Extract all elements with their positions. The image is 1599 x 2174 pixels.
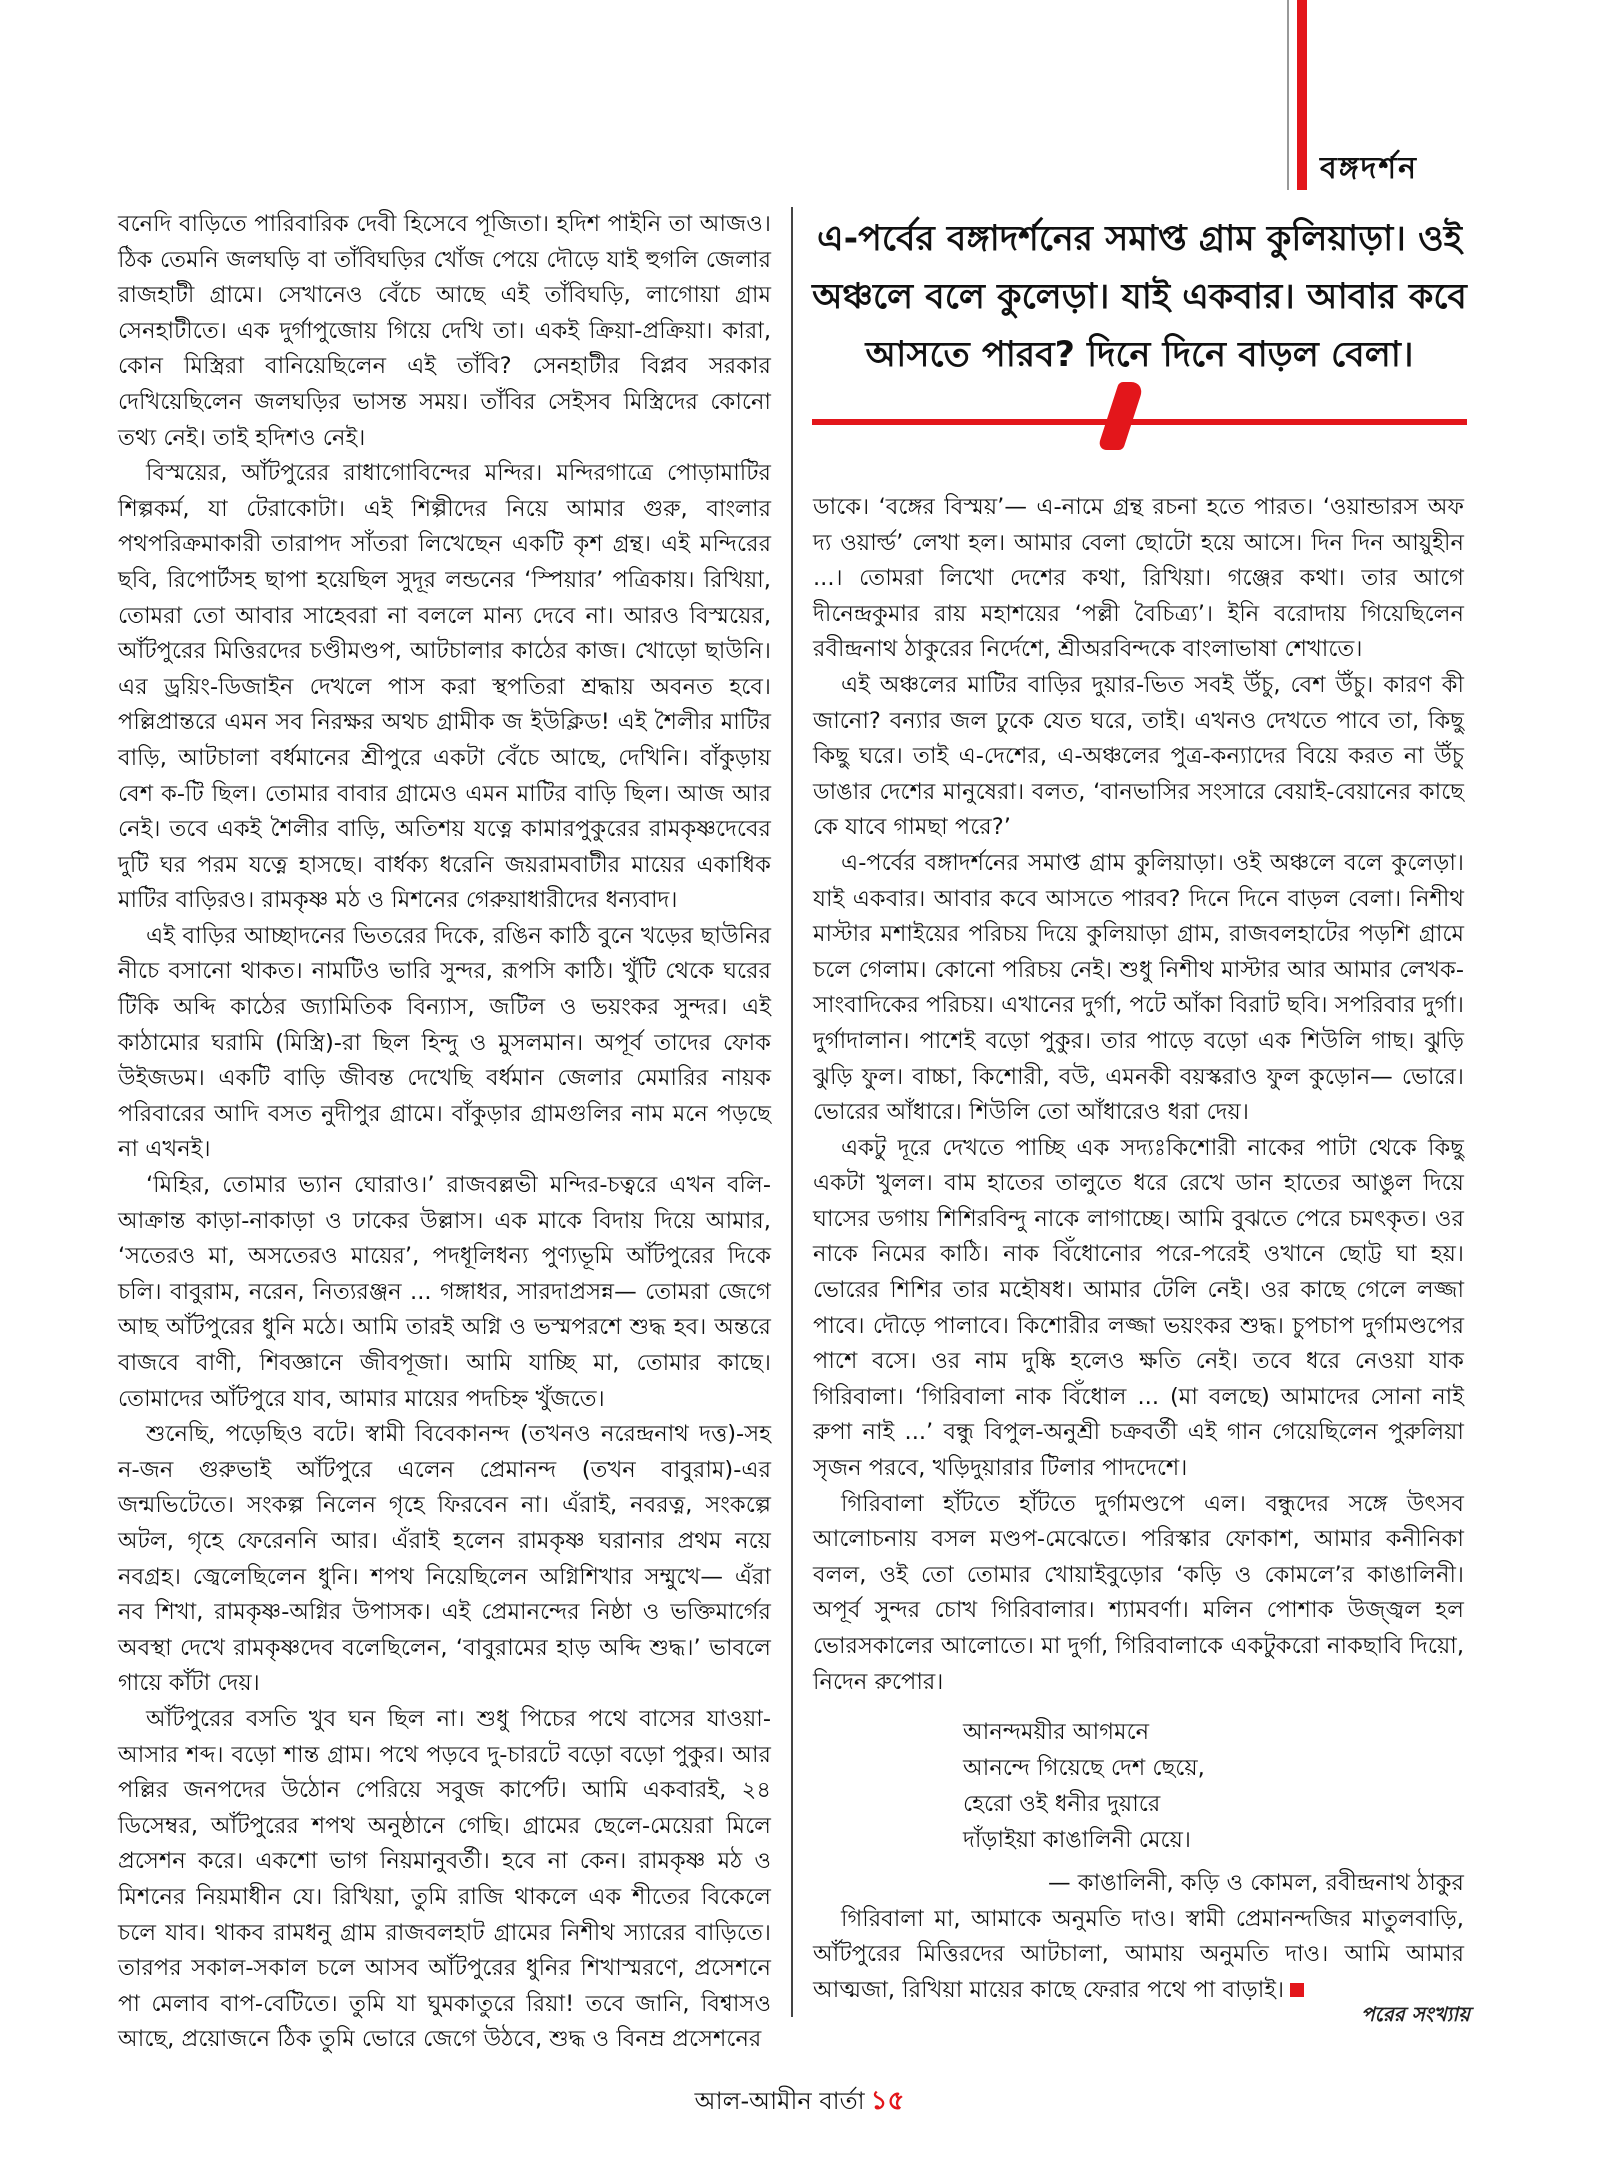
page-number: ১৫ xyxy=(870,2086,905,2116)
section-label: বঙ্গদর্শন xyxy=(1320,151,1419,186)
poem xyxy=(963,1714,1464,1858)
paragraph: আঁটপুরের বসতি খুব ঘন ছিল না। শুধু পিচের পথে বাসের যাওয়া-আসার শব্দ। বড়ো শান্ত গ্রাম। পথে পড়বে দু-চারটে বড়ো বড়ো পুকুর। আর পল্লির জনপদের উঠোন পেরিয়ে সবুজ কার্পেট। আমি একবারই, ২৪ ডিসেম্বর, আঁটপুরের শপথ অনুষ্ঠানে গেছি। গ্রামের ছেলে-মেয়েরা মিলে প্রসেশন করে। একশো ভাগ নিয়মানুবর্তী। হবে না কেন। রামকৃষ্ণ মঠ ও মিশনের নিয়মাধীন যে। রিখিয়া, তুমি রাজি থাকলে এক শীতের বিকেলে চলে যাব। থাকব রামধনু গ্রাম রাজবলহাট গ্রামের নিশীথ স্যারের বাড়িতে। তারপর সকাল-সকাল চলে আসব আঁটপুরের ধুনির শিখাস্মরণে, প্রসেশনে পা মেলাব বাপ-বেটিতে। তুমি যা ঘুমকাতুরে রিয়া! তবে জানি, বিশ্বাসও আছে, প্রয়োজনে ঠিক তুমি ভোরে জেগে উঠবে, শুদ্ধ ও বিনম্র প্রসেশনের xyxy=(118,1705,771,2053)
page-footer xyxy=(0,2080,1599,2124)
paragraph: গিরিবালা হাঁটতে হাঁটতে দুর্গামণ্ডপে এল। বন্ধুদের সঙ্গে উৎসব আলোচনায় বসল মণ্ডপ-মেঝেতে। পরিস্কার ফোকাশ, আমার কনীনিকা বলল, ওই তো তোমার খোয়াইবুড়োর ‘কড়ি ও কোমলে’র কাঙালিনী। অপূর্ব সুন্দর চোখ গিরিবালার। শ্যামবর্ণা। মলিন পোশাক উজ্জ্বল হল ভোরসকালের আলোতে। মা দুর্গা, গিরিবালাকে একটুকরো নাকছাবি দিয়ো, নিদেন রুপোর। xyxy=(813,1490,1464,1695)
quote-mark-icon xyxy=(1097,382,1145,450)
right-column xyxy=(813,490,1464,2009)
poem-line: দাঁড়াইয়া কাঙালিনী মেয়ে। xyxy=(963,1827,1191,1854)
paragraph: বিস্ময়ের, আঁটপুরের রাধাগোবিন্দের মন্দির। মন্দিরগাত্রে পোড়ামাটির শিল্পকর্ম, যা টেরাকোটা। এই শিল্পীদের নিয়ে আমার গুরু, বাংলার পথপরিক্রমাকারী তারাপদ সাঁতরা লিখেছেন একটি কৃশ গ্রন্থ। এই মন্দিরের ছবি, রিপোর্টসহ ছাপা হয়েছিল সুদূর লন্ডনের ‘স্পিয়ার’ পত্রিকায়। রিখিয়া, তোমরা তো আবার সাহেবরা না বললে মান্য দেবে না। আরও বিস্ময়ের, আঁটপুরের মিত্তিরদের চণ্ডীমণ্ডপ, আটচালার কাঠের কাজ। খোড়ো ছাউনি। এর ড্রয়িং-ডিজাইন দেখলে পাস করা স্থপতিরা শ্রদ্ধায় অবনত হবে। পল্লিপ্রান্তরে এমন সব নিরক্ষর অথচ গ্রামীক জ ইউক্লিড! এই শৈলীর মাটির বাড়ি, আটচালা বর্ধমানের শ্রীপুরে একটা বেঁচে আছে, দেখিনি। বাঁকুড়ায় বেশ ক-টি ছিল। তোমার বাবার গ্রামেও এমন মাটির বাড়ি ছিল। আজ আর নেই। তবে একই শৈলীর বাড়ি, অতিশয় যত্নে কামারপুকুরের রামকৃষ্ণদেবের দুটি ঘর পরম যত্নে হাসছে। বার্ধক্য ধরেনি জয়রামবাটীর মায়ের একাধিক মাটির বাড়িরও। রামকৃষ্ণ মঠ ও মিশনের গেরুয়াধারীদের ধন্যবাদ। xyxy=(118,460,771,914)
paragraph: একটু দূরে দেখতে পাচ্ছি এক সদ্যঃকিশোরী নাকের পাটা থেকে কিছু একটা খুলল। বাম হাতের তালুতে ধরে রেখে ডান হাতের আঙুল দিয়ে ঘাসের ডগায় শিশিরবিন্দু নাকে লাগাচ্ছে। আমি বুঝতে পেরে চমৎকৃত। ওর নাকে নিমের কাঠি। নাক বিঁধোনোর পরে-পরেই ওখানে ছোট্ট ঘা হয়। ভোরের শিশির তার মহৌষধ। আমার টেলি নেই। ওর কাছে গেলে লজ্জা পাবে। দৌড়ে পালাবে। কিশোরীর লজ্জা ভয়ংকর শুদ্ধ। চুপচাপ দুর্গামণ্ডপের পাশে বসে। ওর নাম দুষ্কি হলেও ক্ষতি নেই। তবে ধরে নেওয়া যাক গিরিবালা। ‘গিরিবালা নাক বিঁধোল ... (মা বলছে) আমাদের সোনা নাই রুপা নাই ...’ বন্ধু বিপুল-অনুশ্রী চক্রবর্তী এই গান গেয়েছিলেন পুরুলিয়া সৃজন পরবে, খড়িদুয়ারার টিলার পাদদেশে। xyxy=(813,1134,1464,1482)
paragraph: বনেদি বাড়িতে পারিবারিক দেবী হিসেবে পূজিতা। হদিশ পাইনি তা আজও। ঠিক তেমনি জলঘড়ি বা তাঁবিঘড়ির খোঁজ পেয়ে দৌড়ে যাই হুগলি জেলার রাজহাটী গ্রামে। সেখানেও বেঁচে আছে এই তাঁবিঘড়ি, লাগোয়া গ্রাম সেনহাটীতে। এক দুর্গাপুজোয় গিয়ে দেখি তা। একই ক্রিয়া-প্রক্রিয়া। কারা, কোন মিস্ত্রিরা বানিয়েছিলেন এই তাঁবি? সেনহাটীর বিপ্লব সরকার দেখিয়েছিলেন জলঘড়ির ভাসন্ত সময়। তাঁবির সেইসব মিস্ত্রিদের কোনো তথ্য নেই। তাই হদিশও নেই। xyxy=(118,211,771,451)
paragraph: শুনেছি, পড়েছিও বটে। স্বামী বিবেকানন্দ (তখনও নরেন্দ্রনাথ দত্ত)-সহ ন-জন গুরুভাই আঁটপুরে এলেন প্রেমানন্দ (তখন বাবুরাম)-এর জন্মভিটেতে। সংকল্প নিলেন গৃহে ফিরবেন না। এঁরাই, নবরত্ন, সংকল্পে অটল, গৃহে ফেরেননি আর। এঁরাই হলেন রামকৃষ্ণ ঘরানার প্রথম নয়ে নবগ্রহ। জ্বেলেছিলেন ধুনি। শপথ নিয়েছিলেন অগ্নিশিখার সম্মুখে— এঁরা নব শিখা, রামকৃষ্ণ-অগ্নির উপাসক। এই প্রেমানন্দের নিষ্ঠা ও ভক্তিমার্গের অবস্থা দেখে রামকৃষ্ণদেব বলেছিলেন, ‘বাবুরামের হাড় অব্দি শুদ্ধ।’ ভাবলে গায়ে কাঁটা দেয়। xyxy=(118,1421,771,1697)
magazine-name: আল-আমীন বার্তা xyxy=(694,2087,865,2115)
column-divider xyxy=(791,207,793,2017)
poem-credit: — কাঙালিনী, কড়ি ও কোমল, রবীন্দ্রনাথ ঠাকুর xyxy=(1048,1870,1464,1897)
paragraph: এ-পর্বের বঙ্গাদর্শনের সমাপ্ত গ্রাম কুলিয়াড়া। ওই অঞ্চলে বলে কুলেড়া। যাই একবার। আবার কবে আসতে পারব? দিনে দিনে বাড়ল বেলা। নিশীথ মাস্টার মশাইয়ের পরিচয় দিয়ে কুলিয়াড়া গ্রাম, রাজবলহাটের পড়শি গ্রামে চলে গেলাম। কোনো পরিচয় নেই। শুধু নিশীথ মাস্টার আর আমার লেখক-সাংবাদিকের পরিচয়। এখানের দুর্গা, পটে আঁকা বিরাট ছবি। সপরিবার দুর্গা। দুর্গাদালান। পাশেই বড়ো পুকুর। তার পাড়ে বড়ো এক শিউলি গাছ। ঝুড়ি ঝুড়ি ফুল। বাচ্চা, কিশোরী, বউ, এমনকী বয়স্করাও ফুল কুড়োন— ভোরে। ভোরের আঁধারে। শিউলি তো আঁধারেও ধরা দেয়। xyxy=(813,849,1465,1126)
pull-quote: এ-পর্বের বঙ্গাদর্শনের সমাপ্ত গ্রাম কুলিয়াড়া। ওই অঞ্চলে বলে কুলেড়া। যাই একবার। আবার কবে আসতে পারব? দিনে দিনে বাড়ল বেলা। xyxy=(812,219,1467,375)
left-column xyxy=(118,207,771,2058)
pull-quote-rule xyxy=(812,419,1467,425)
paragraph: ডাকে। ‘বঙ্গের বিস্ময়’— এ-নামে গ্রন্থ রচনা হতে পারত। ‘ওয়ান্ডারস অফ দ্য ওয়ার্ল্ড’ লেখা হল। আমার বেলা ছোটো হয়ে আসে। দিন দিন আয়ুহীন ...। তোমরা লিখো দেশের কথা, রিখিয়া। গঞ্জের কথা। তার আগে দীনেন্দ্রকুমার রায় মহাশয়ের ‘পল্লী বৈচিত্র্য’। ইনি বরোদায় গিয়েছিলেন রবীন্দ্রনাথ ঠাকুরের নির্দেশে, শ্রীঅরবিন্দকে বাংলাভাষা শেখাতে। xyxy=(813,494,1464,663)
header-gray-rule xyxy=(1287,0,1289,190)
poem-line: হেরো ওই ধনীর দুয়ারে xyxy=(963,1791,1161,1818)
paragraph: ‘মিহির, তোমার ভ্যান ঘোরাও।’ রাজবল্লভী মন্দির-চত্বরে এখন বলি-আক্রান্ত কাড়া-নাকাড়া ও ঢাকের উল্লাস। এক মাকে বিদায় দিয়ে আমার, ‘সতেরও মা, অসতেরও মায়ের’, পদধূলিধন্য পুণ্যভূমি আঁটপুরের দিকে চলি। বাবুরাম, নরেন, নিত্যরঞ্জন ... গঙ্গাধর, সারদাপ্রসন্ন— তোমরা জেগে আছ আঁটপুরের ধুনি মঠে। আমি তারই অগ্নি ও ভস্মপরশে শুদ্ধ হব। অন্তরে বাজবে বাণী, শিবজ্ঞানে জীবপূজা। আমি যাচ্ছি মা, তোমার কাছে। তোমাদের আঁটপুরে যাব, আমার মায়ের পদচিহ্ন খুঁজতে। xyxy=(118,1172,771,1412)
paragraph: এই বাড়ির আচ্ছাদনের ভিতরের দিকে, রঙিন কাঠি বুনে খড়ের ছাউনির নীচে বসানো থাকত। নামটিও ভারি সুন্দর, রূপসি কাঠি। খুঁটি থেকে ঘরের টিকি অব্দি কাঠের জ্যামিতিক বিন্যাস, জটিল ও ভয়ংকর সুন্দর। এই কাঠামোর ঘরামি (মিস্ত্রি)-রা ছিল হিন্দু ও মুসলমান। অপূর্ব তাদের ফোক উইজডম। একটি বাড়ি জীবন্ত দেখেছি বর্ধমান জেলার মেমারির নায়ক পরিবারের আদি বসত নুদীপুর গ্রামে। বাঁকুড়ার গ্রামগুলির নাম মনে পড়ছে না এখনই। xyxy=(118,922,771,1163)
end-mark-icon xyxy=(1290,1983,1304,1997)
poem-line: আনন্দে গিয়েছে দেশ ছেয়ে, xyxy=(963,1755,1205,1782)
header-red-bar xyxy=(1297,0,1307,190)
paragraph: এই অঞ্চলের মাটির বাড়ির দুয়ার-ভিত সবই উঁচু, বেশ উঁচু। কারণ কী জানো? বন্যার জল ঢুকে যেত ঘরে, তাই। এখনও দেখতে পাবে তা, কিছু কিছু ঘরে। তাই এ-দেশের, এ-অঞ্চলের পুত্র-কন্যাদের বিয়ে করত না উঁচু ডাঙার দেশের মানুষেরা। বলত, ‘বানভাসির সংসারে বেয়াই-বেয়ানের কাছে কে যাবে গামছা পরে?’ xyxy=(813,671,1464,841)
closing-paragraph xyxy=(813,1902,1464,2009)
closing-text: গিরিবালা মা, আমাকে অনুমতি দাও। স্বামী প্রেমানন্দজির মাতুলবাড়ি, আঁটপুরের মিত্তিরদের আটচালা, আমায় অনুমতি দাও। আমি আমার আত্মজা, রিখিয়া মায়ের কাছে ফেরার পথে পা বাড়াই। xyxy=(813,1905,1464,2003)
continued-note: পরের সংখ্যায় xyxy=(1361,2002,1470,2026)
poem-line: আনন্দময়ীর আগমনে xyxy=(963,1719,1150,1746)
